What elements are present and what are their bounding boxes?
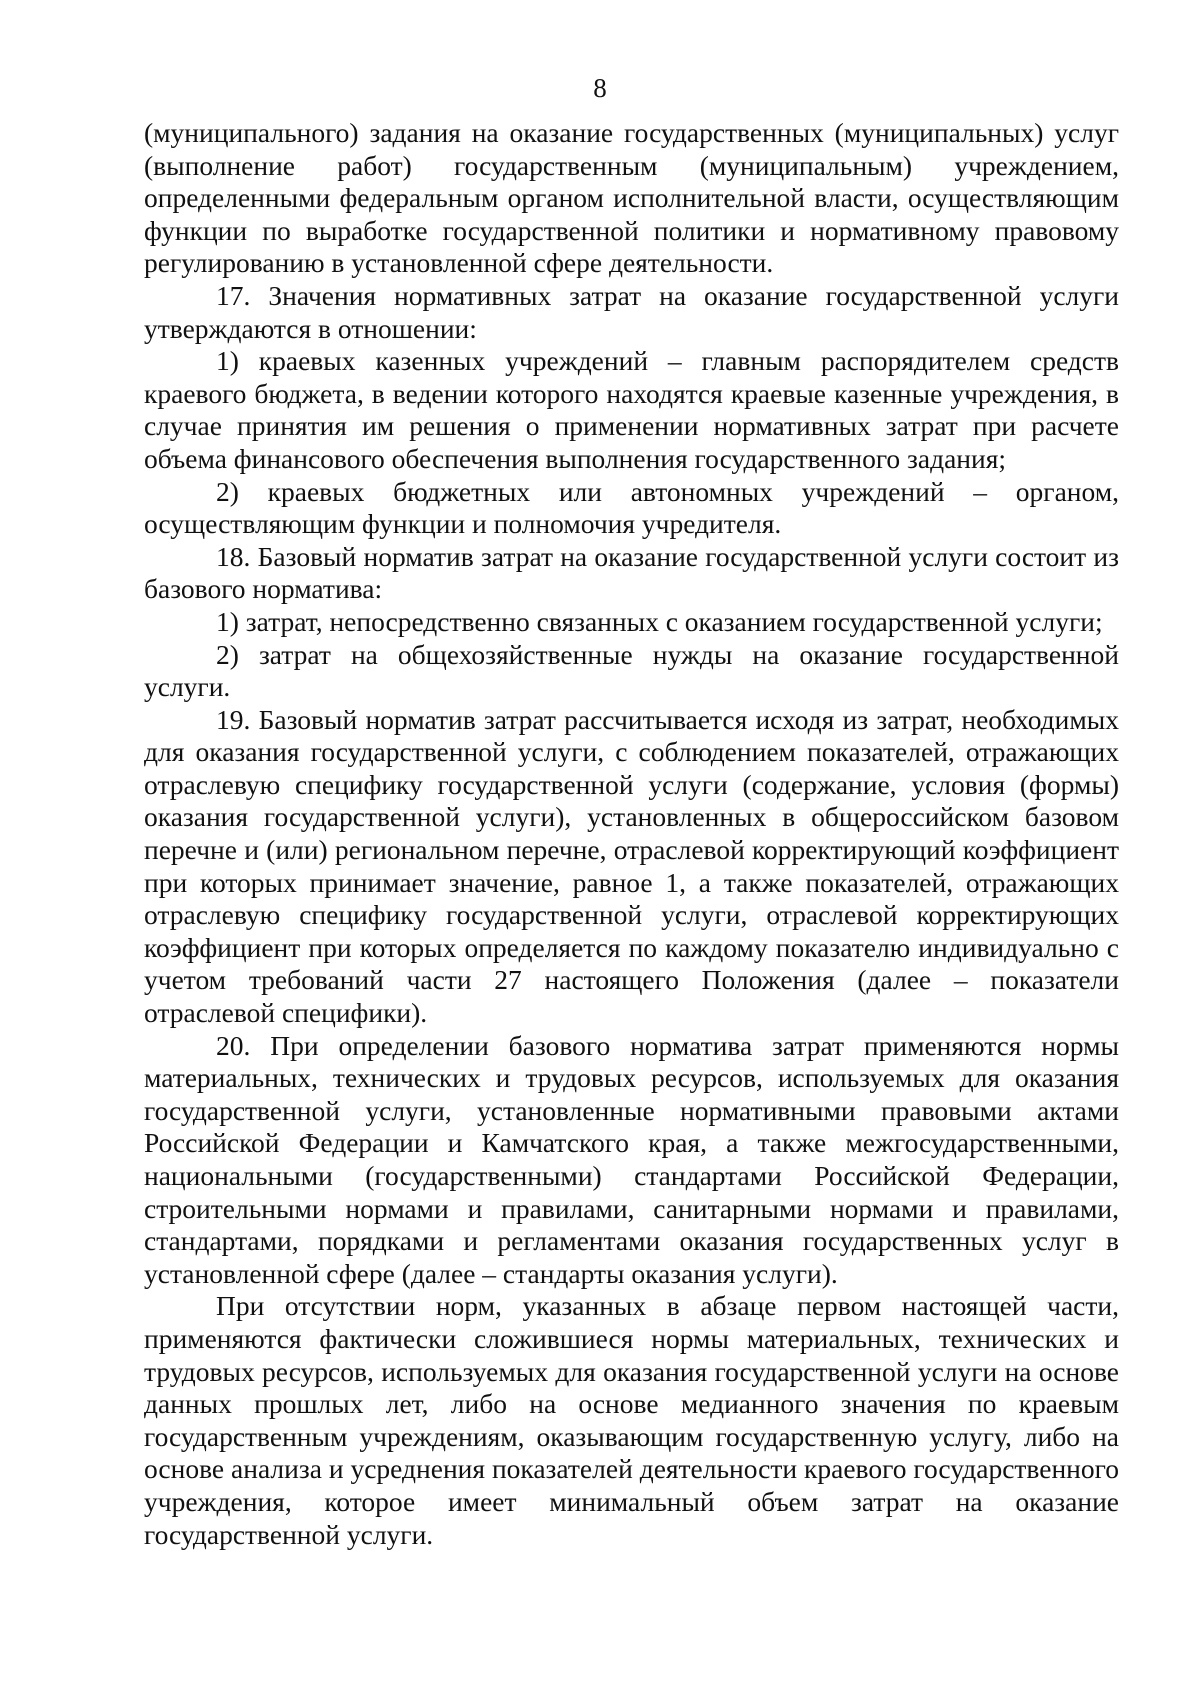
paragraph-clause-18: 18. Базовый норматив затрат на оказание государственной услуги состоит из базового норматива: <box>144 540 1119 605</box>
paragraph-continuation: (муниципального) задания на оказание государственных (муниципальных) услуг (выполнение работ) государственным (муниципальным) учреждением, определенными федеральным органом исполнительной власти, осуществляющим функции по выработке государственной политики и нормативному правовому регулированию в установленной сфере деятельности. <box>144 117 1119 279</box>
paragraph-clause-18-item-2: 2) затрат на общехозяйственные нужды на оказание государственной услуги. <box>144 638 1119 703</box>
paragraph-clause-17-item-2: 2) краевых бюджетных или автономных учреждений – органом, осуществляющим функции и полномочия учредителя. <box>144 475 1119 540</box>
paragraph-clause-19: 19. Базовый норматив затрат рассчитывается исходя из затрат, необходимых для оказания государственной услуги, с соблюдением показателей, отражающих отраслевую специфику государственной услуги (содержание, условия (формы) оказания государственной услуги), установленных в общероссийском базовом перечне и (или) региональном перечне, отраслевой корректирующий коэффициент при которых принимает значение, равное 1, а также показателей, отражающих отраслевую специфику государственной услуги, отраслевой корректирующих коэффициент при которых определяется по каждому показателю индивидуально с учетом требований части 27 настоящего Положения (далее – показатели отраслевой специфики). <box>144 703 1119 1029</box>
document-body <box>144 117 1119 1551</box>
paragraph-clause-17: 17. Значения нормативных затрат на оказание государственной услуги утверждаются в отношении: <box>144 279 1119 344</box>
paragraph-clause-20: 20. При определении базового норматива затрат применяются нормы материальных, технических и трудовых ресурсов, используемых для оказания государственной услуги, установленные нормативными правовыми актами Российской Федерации и Камчатского края, а также межгосударственными, национальными (государственными) стандартами Российской Федерации, строительными нормами и правилами, санитарными нормами и правилами, стандартами, порядками и регламентами оказания государственных услуг в установленной сфере (далее – стандарты оказания услуги). <box>144 1029 1119 1289</box>
paragraph-clause-20-second: При отсутствии норм, указанных в абзаце первом настоящей части, применяются фактически сложившиеся нормы материальных, технических и трудовых ресурсов, используемых для оказания государственной услуги на основе данных прошлых лет, либо на основе медианного значения по краевым государственным учреждениям, оказывающим государственную услугу, либо на основе анализа и усреднения показателей деятельности краевого государственного учреждения, которое имеет минимальный объем затрат на оказание государственной услуги. <box>144 1290 1119 1550</box>
page-number: 8 <box>593 73 607 103</box>
paragraph-clause-18-item-1: 1) затрат, непосредственно связанных с оказанием государственной услуги; <box>216 605 1103 637</box>
paragraph-clause-17-item-1: 1) краевых казенных учреждений – главным распорядителем средств краевого бюджета, в ведении которого находятся краевые казенные учреждения, в случае принятия им решения о применении нормативных затрат при расчете объема финансового обеспечения выполнения государственного задания; <box>144 345 1119 474</box>
